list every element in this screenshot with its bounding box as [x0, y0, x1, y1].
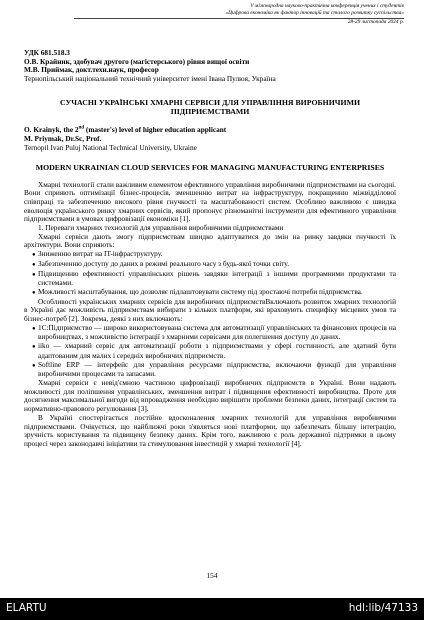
title-ua: СУЧАСНІ УКРАЇНСЬКІ ХМАРНІ СЕРВІСИ ДЛЯ УПРАВЛІННЯ ВИРОБНИЧИМИ ПІДПРИЄМСТВАМИ: [59, 97, 361, 117]
page-number: 154: [206, 571, 218, 580]
list-item: ● Підвищенню ефективності управлінських рішень завдяки інтеграції з іншими програмними продуктами та системами.: [32, 268, 396, 288]
paragraph-intro: Хмарні технології стали важливим елементом ефективного управління виробничими підприємствами на сьогодні. Вони сприяють оптимізації бізнес-процесів, зменшенню витрат на інфраструктуру, покращенню міжвідділової співпраці та забезпеченню високого рівня гнучкості та масштабованості систем. Особливо важливою є швидка еволюція українського ринку хмарних сервісів, який пропонує різноманітні інструменти для ефективного управління підприємствами в умовах цифровізації економіки [1].: [24, 179, 396, 224]
conference-theme: «Цифрова економіка як фактор інновацій та сталого розвитку суспільства»: [225, 10, 404, 17]
paragraph-features: Особливості українських хмарних сервісів для виробничих підприємствВключають розвиток хмарних технологій в Україні дає можливість підприємствам вибирати з кількох платформ, які враховують специфіку місцевих умов та бізнес-потреб [2]. Зокрема, деякі з них включають:: [24, 296, 396, 324]
list-item: ● Softline ERP — інтерфейс для управління ресурсами підприємства, включаючи функції для управління виробничими процесами та запасами.: [32, 359, 396, 379]
section-heading-1: 1. Переваги хмарних технологій для управління виробничими підприємствами: [38, 223, 284, 233]
paragraph-benefits: Хмарні сервіси дають змогу підприємствам швидко адаптуватися до змін на ринку завдяки гнучкості їх архітектури. Вони сприяють:: [24, 231, 396, 250]
repository-footer: [0, 598, 424, 620]
author-en-1: O. Krainyk, the 2nd (master's) level of higher education applicant: [24, 125, 227, 135]
conference-name: V міжнародна науково-практична конференція учених і студентів: [250, 3, 404, 9]
list-item: ● Можливості масштабування, що дозволяє підлаштовувати систему під зростаючі потреби підприємства.: [32, 286, 363, 296]
author-ua-1: О.В. Крайник, здобувач другого (магістерського) рівня вищої освіти: [24, 56, 250, 66]
handle-link[interactable]: hdl:lib/47133: [348, 602, 418, 614]
title-en: MODERN UKRAINIAN CLOUD SERVICES FOR MANAGING MANUFACTURING ENTERPRISES: [35, 163, 385, 173]
conference-header: [74, 3, 404, 27]
article-body: [24, 49, 396, 449]
author-en-2: M. Priymak, Dr.Sc, Prof.: [24, 133, 102, 143]
paper-page: [6, 0, 418, 598]
paragraph-outlook: В Україні спостерігається постійне вдосконалення хмарних технологій для управління виробничими підприємствами. Очікується, що найближчі роки з'являться нові платформи, що забезпечать більшу інтеграцію, зручність користування та підвищену безпеку даних. Крім того, важливою є роль державної підтримки в цьому процесі через законодавчі ініціативи та стимулювання інвестицій у хмарні технології [4].: [24, 412, 396, 448]
list-item: ● Зниженню витрат на IT-інфраструктуру.: [32, 249, 163, 259]
authors-en: [24, 126, 396, 152]
conference-date: 28-29 листопада 2024 р.: [347, 19, 404, 26]
author-ua-2: М.В. Приймак, докт.техн.наук, професор: [24, 65, 159, 75]
list-item: ● iiko — хмарний сервіс для автоматизації роботи з підприємствами у сфері гостинності, але здатний бути адаптованим для малих і середніх виробничих підприємств.: [32, 341, 396, 360]
list-item: ● Забезпеченню доступу до даних в режимі реального часу з будь-якої точки світу.: [32, 258, 290, 268]
repository-name: ELARTU: [6, 602, 47, 614]
header-rule: [74, 18, 404, 19]
affiliation-ua: Тернопільський національний технічний університет імені Івана Пулюя, Україна: [24, 74, 276, 84]
affiliation-en: Ternopil Ivan Puluj National Technical University, Ukraine: [24, 142, 197, 152]
udk-code: УДК 681.518.3: [24, 48, 70, 57]
paragraph-digitalization: Хмарні сервіси є невід'ємною частиною цифровізації виробничих підприємств в Україні. Вони надають можливості для поліпшення управлінських, зменшення витрат і підвищення ефективності виробництва. Проте для досягнення максимальної вигоди від впровадження необхідно вирішити проблеми безпеки даних, інтеграції систем та нормативно-правового регулювання [3].: [24, 378, 396, 414]
list-item: ● 1С:Підприємство — широко використовувана система для автоматизації управлінських та фінансових процесів на виробництвах, з можливістю інтеграції з хмарними сервісами для полегшення доступу до даних.: [32, 322, 396, 342]
article-text: [24, 181, 396, 449]
